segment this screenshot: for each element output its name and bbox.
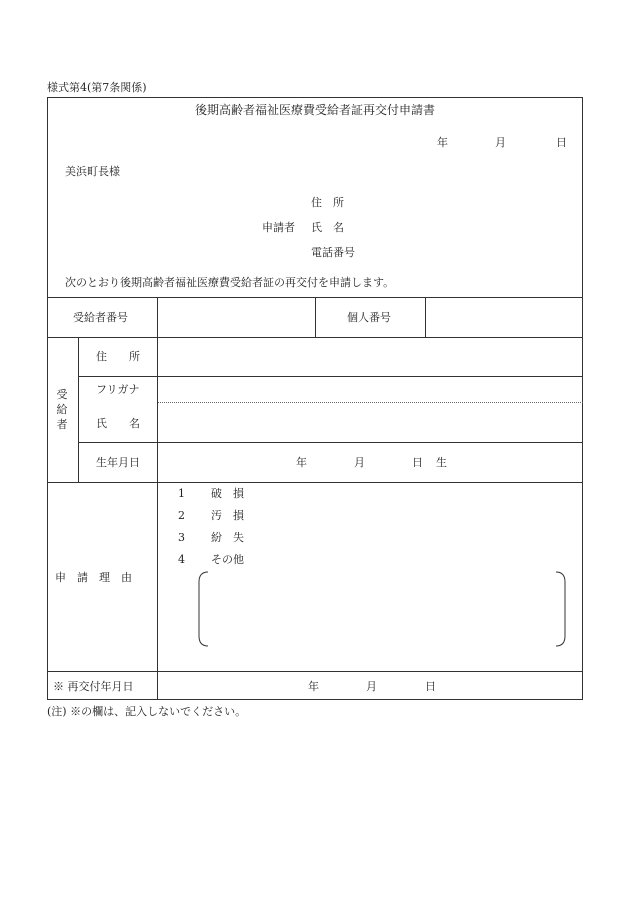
recipient-address-field[interactable]	[160, 340, 580, 374]
rule-after-numbers	[47, 337, 583, 338]
rule-after-address	[78, 376, 583, 377]
request-statement: 次のとおり後期高齢者福祉医療費受給者証の再交付を申請します。	[65, 276, 395, 289]
personal-number-field[interactable]	[428, 300, 580, 334]
applicant-name-label: 氏 名	[311, 221, 344, 234]
recipient-group-text: 受 給 者	[56, 388, 68, 431]
recipient-group-label	[55, 387, 69, 432]
date-month: 月	[495, 136, 506, 149]
rule-after-birthdate	[47, 482, 583, 483]
recipient-number-label: 受給者番号	[73, 311, 128, 324]
applicant-label: 申請者	[262, 221, 295, 234]
reason-label: 申 請 理 由	[55, 571, 132, 584]
birth-year: 年	[296, 456, 307, 469]
form-title: 後期高齢者福祉医療費受給者証再交付申請書	[194, 103, 435, 117]
recipient-birthdate-label: 生年月日	[96, 456, 140, 469]
rule-numbers-mid1	[315, 297, 316, 337]
recipient-number-field[interactable]	[160, 300, 312, 334]
applicant-address-label: 住 所	[311, 196, 344, 209]
rule-after-name	[78, 442, 583, 443]
recipient-furigana-label: フリガナ	[96, 383, 140, 396]
rule-numbers-mid2	[425, 297, 426, 337]
reissue-day: 日	[425, 680, 436, 693]
rule-furigana-dotted	[157, 402, 583, 403]
rule-before-reissue	[47, 671, 583, 672]
footnote: (注) ※の欄は、記入しないでください。	[47, 705, 247, 718]
recipient-address-label: 住 所	[96, 350, 140, 363]
reason-4-text[interactable]: その他	[211, 553, 244, 566]
rule-recipient-group	[78, 337, 79, 482]
recipient-name-field[interactable]	[160, 404, 580, 440]
birth-month: 月	[354, 456, 365, 469]
recipient-furigana-field[interactable]	[160, 378, 580, 400]
other-reason-field[interactable]	[210, 574, 554, 644]
reissue-year: 年	[308, 680, 319, 693]
reason-2-num: 2	[178, 509, 185, 522]
reason-1-text[interactable]: 破 損	[211, 487, 244, 500]
form-label: 様式第4(第7条関係)	[47, 81, 147, 94]
birth-day: 日	[412, 456, 423, 469]
addressee: 美浜町長様	[65, 165, 120, 178]
reason-2-text[interactable]: 汚 損	[211, 509, 244, 522]
rule-label-column	[157, 297, 158, 700]
reason-3-text[interactable]: 紛 失	[211, 531, 244, 544]
reason-1-num: 1	[178, 487, 185, 500]
date-day: 日	[556, 136, 567, 149]
reissue-label: ※ 再交付年月日	[53, 680, 134, 693]
reissue-month: 月	[366, 680, 377, 693]
recipient-name-label: 氏 名	[96, 417, 140, 430]
date-year: 年	[437, 136, 448, 149]
personal-number-label: 個人番号	[347, 311, 391, 324]
birth-suffix: 生	[436, 456, 447, 469]
applicant-phone-label: 電話番号	[311, 246, 355, 259]
reason-4-num: 4	[178, 553, 185, 566]
reason-3-num: 3	[178, 531, 185, 544]
